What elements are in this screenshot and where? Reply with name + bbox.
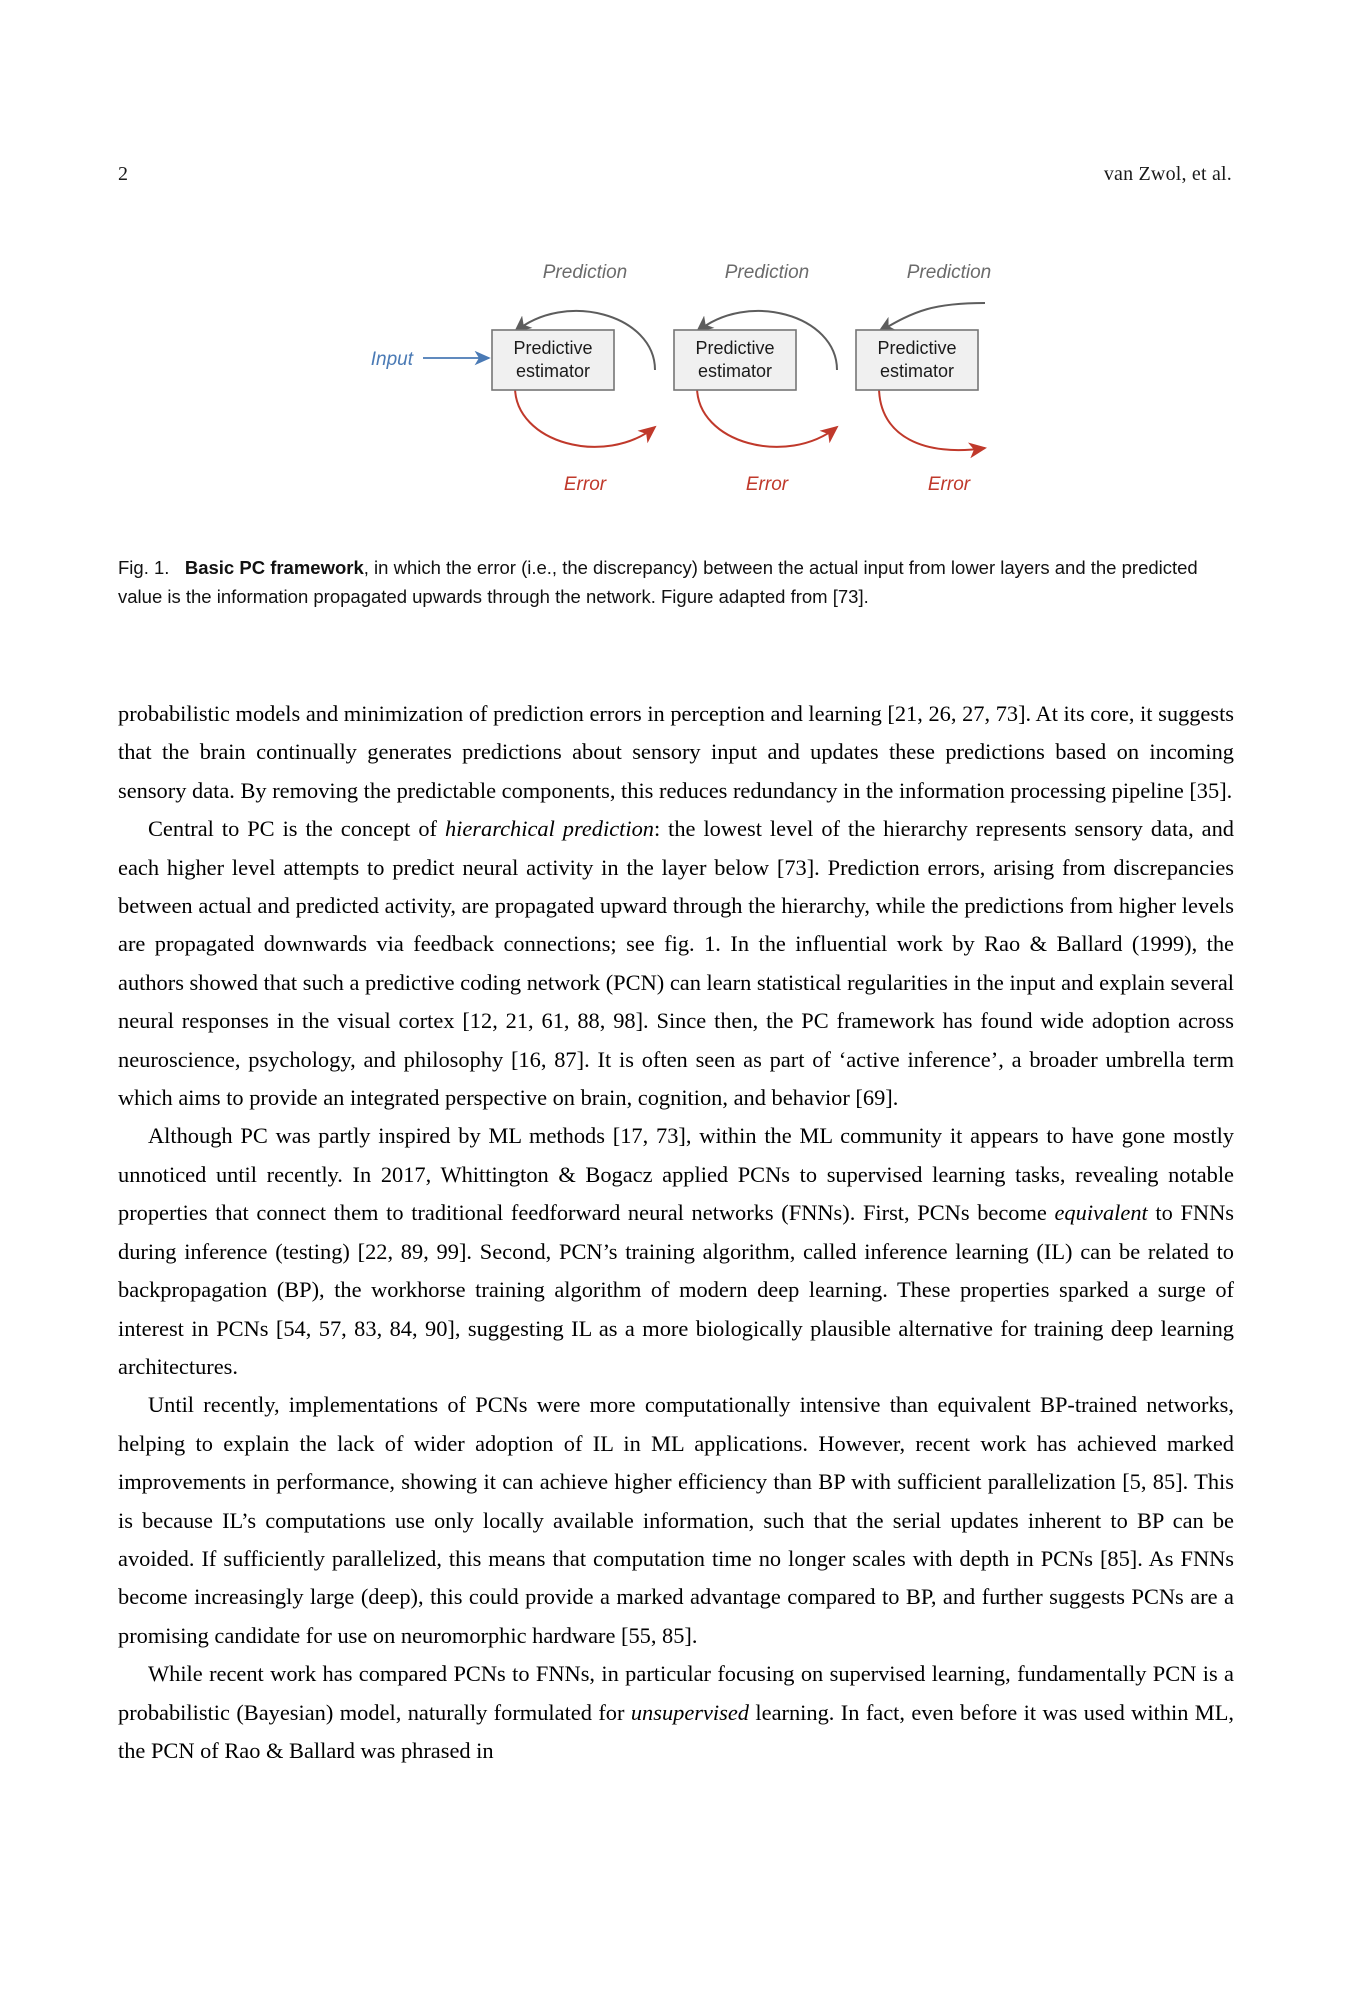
prediction-label-2: Prediction xyxy=(724,262,810,283)
predictive-estimator-node-2 xyxy=(674,330,796,390)
figure-1 xyxy=(118,215,1232,505)
error-label-1: Error xyxy=(563,474,607,495)
text-run: Central to PC is the concept of xyxy=(148,816,445,842)
prediction-label-3: Prediction xyxy=(906,262,992,283)
body-text xyxy=(118,695,1234,1770)
node-label-line1: Predictive xyxy=(513,338,593,358)
predictive-estimator-node-3 xyxy=(856,330,978,390)
prediction-label-1: Prediction xyxy=(542,262,628,283)
body-paragraph xyxy=(118,1117,1234,1386)
body-paragraph xyxy=(118,1655,1234,1770)
text-run: While recent work has compared PCNs to FNNs, in particular focusing on supervised learning, fundamentally PCN is a probabilistic (Bayesian) model, naturally formulated for xyxy=(118,1661,1234,1725)
body-paragraph xyxy=(118,810,1234,1117)
text-run: learning. In fact, even before it was used within ML, the PCN of Rao & Ballard was phrased in xyxy=(118,1699,1234,1763)
running-head-authors: van Zwol, et al. xyxy=(1103,163,1232,185)
predictive-estimator-node-1 xyxy=(492,330,614,390)
text-run: to FNNs during inference (testing) [22, 89, 99]. Second, PCN’s training algorithm, called inference learning (IL) can be related to backpropagation (BP), the workhorse training algorithm of modern deep learning. These properties sparked a surge of interest in PCNs [54, 57, 83, 84, 90], suggesting IL as a more biologically plausible alternative for training deep learning architectures. xyxy=(118,1200,1234,1379)
pc-framework-diagram xyxy=(285,215,1065,505)
prediction-arrow-3 xyxy=(879,303,985,332)
figure-caption xyxy=(118,553,1234,611)
caption-text: , in which the error (i.e., the discrepancy) between the actual input from lower layers and the predicted value is the information propagated upwards through the network. Figure adapted from [73]. xyxy=(118,557,1198,607)
text-run: : the lowest level of the hierarchy represents sensory data, and each higher level attempts to predict neural activity in the layer below [73]. Prediction errors, arising from discrepancies between actual and predicted activity, are propagated upward through the hierarchy, while the predictions from higher levels are propagated downwards via feedback connections; see fig. 1. In the influential work by Rao & Ballard (1999), the authors showed that such a predictive coding network (PCN) can learn statistical regularities in the input and explain several neural responses in the visual cortex [12, 21, 61, 88, 98]. Since then, the PC framework has found wide adoption across neuroscience, psychology, and philosophy [16, 87]. It is often seen as part of ‘active inference’, a broader umbrella term which aims to provide an integrated perspective on brain, cognition, and behavior [69]. xyxy=(118,816,1234,1111)
caption-number: Fig. 1. xyxy=(118,557,170,578)
error-arrow-2 xyxy=(697,387,837,447)
running-head xyxy=(118,163,1232,189)
caption-title: Basic PC framework xyxy=(184,557,364,578)
error-label-2: Error xyxy=(745,474,789,495)
body-paragraph xyxy=(118,1386,1234,1655)
error-label-3: Error xyxy=(927,474,971,495)
node-label-line1: Predictive xyxy=(877,338,957,358)
text-run: Although PC was partly inspired by ML methods [17, 73], within the ML community it appears to have gone mostly unnoticed until recently. In 2017, Whittington & Bogacz applied PCNs to supervised learning tasks, revealing notable properties that connect them to traditional feedforward neural networks (FNNs). First, PCNs become xyxy=(118,1123,1234,1226)
node-label-line2: estimator xyxy=(697,361,773,381)
error-arrow-3 xyxy=(879,387,985,450)
error-arrow-1 xyxy=(515,387,655,447)
page-number: 2 xyxy=(118,163,128,185)
emphasis-text: equivalent xyxy=(1054,1200,1148,1226)
node-label-line2: estimator xyxy=(515,361,591,381)
input-label: Input xyxy=(370,349,413,370)
text-run: probabilistic models and minimization of prediction errors in perception and learning [21, 26, 27, 73]. At its core, it suggests that the brain continually generates predictions about sensory input and updates these predictions based on incoming sensory data. By removing the predictable components, this reduces redundancy in the information processing pipeline [35]. xyxy=(118,701,1234,803)
emphasis-text: unsupervised xyxy=(630,1699,749,1725)
node-label-line2: estimator xyxy=(879,361,955,381)
body-paragraph xyxy=(118,695,1234,810)
emphasis-text: hierarchical prediction xyxy=(444,816,654,842)
node-label-line1: Predictive xyxy=(695,338,775,358)
text-run: Until recently, implementations of PCNs were more computationally intensive than equivalent BP-trained networks, helping to explain the lack of wider adoption of IL in ML applications. However, recent work has achieved marked improvements in performance, showing it can achieve higher efficiency than BP with sufficient parallelization [5, 85]. This is because IL’s computations use only locally available information, such that the serial updates inherent to BP can be avoided. If sufficiently parallelized, this means that computation time no longer scales with depth in PCNs [85]. As FNNs become increasingly large (deep), this could provide a marked advantage compared to BP, and further suggests PCNs are a promising candidate for use on neuromorphic hardware [55, 85]. xyxy=(118,1392,1234,1648)
